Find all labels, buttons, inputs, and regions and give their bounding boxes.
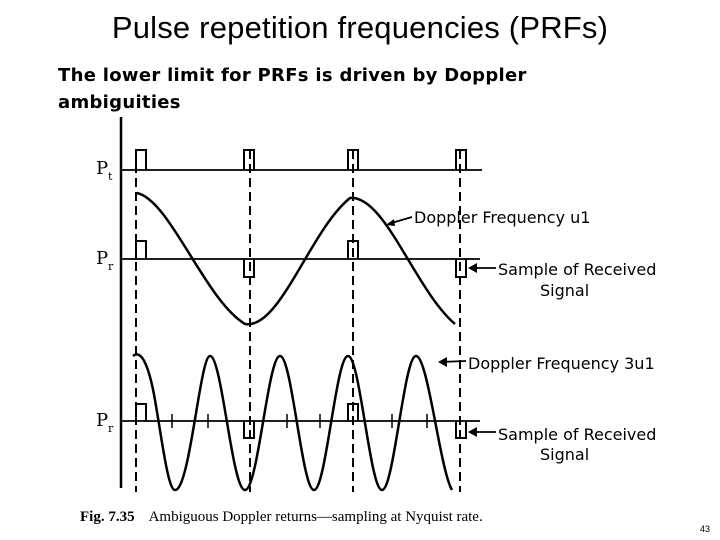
slide-subtitle: The lower limit for PRFs is driven by Doppler ambiguities [58,65,527,113]
label-doppler-3u1: Doppler Frequency 3u1 [468,354,655,373]
page-number: 43 [699,524,710,534]
label-sample-1-line1: Sample of Received [498,260,657,279]
label-sample-2-line2: Signal [540,445,590,464]
pr1-label: P [96,248,109,269]
doppler-3u1-waveform [133,354,452,490]
slide-title: Pulse repetition frequencies (PRFs) [111,10,609,45]
pt-pulse-train [136,150,466,170]
svg-text:r: r [108,422,114,435]
figure-number: Fig. 7.35 [80,509,135,525]
label-sample-2-line1: Sample of Received [498,425,657,444]
svg-text:r: r [108,260,114,273]
pt-label: P [96,158,109,179]
figure-caption [80,509,640,526]
sample-time-lines [136,150,460,492]
label-doppler-u1: Doppler Frequency u1 [414,208,591,227]
svg-text:t: t [108,170,113,183]
pr2-label: P [96,410,109,431]
figure-caption-text: Ambiguous Doppler returns—sampling at Nyquist rate. [148,509,483,525]
label-sample-1-line2: Signal [540,281,590,300]
